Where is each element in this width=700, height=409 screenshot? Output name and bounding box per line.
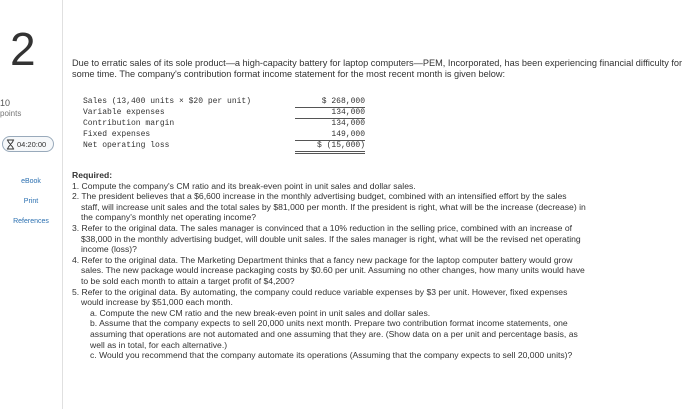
statement-label: Fixed expenses bbox=[83, 130, 151, 139]
statement-value: $ (15,000) bbox=[295, 140, 365, 154]
required-heading: Required: bbox=[72, 170, 113, 180]
problem-intro: Due to erratic sales of its sole product—a high-capacity battery for laptop computers—PEM, Incorporated, has been experiencing financial difficulty for some time. The company's contribution format income statement for the most recent month is given below: bbox=[72, 58, 683, 79]
print-link[interactable]: Print bbox=[23, 198, 39, 205]
statement-value: $ 268,000 bbox=[295, 96, 365, 108]
statement-label: Variable expenses bbox=[83, 108, 165, 117]
question-5-line: 5. Refer to the original data. By automating, the company could reduce variable expenses by $3 per unit. However, fixed expenses bbox=[72, 286, 568, 297]
hourglass-icon bbox=[6, 139, 15, 150]
statement-label: Contribution margin bbox=[83, 119, 175, 128]
question-2-line: staff, will increase unit sales and the total sales by $81,000 per month. If the president is right, what will be the increase (decrease) in bbox=[81, 201, 586, 212]
question-sidebar bbox=[0, 0, 63, 409]
statement-row bbox=[83, 107, 373, 118]
question-5a: a. Compute the new CM ratio and the new break-even point in unit sales and dollar sales. bbox=[90, 307, 431, 318]
question-5-line: would increase by $51,000 each month. bbox=[81, 297, 233, 308]
points-label: points bbox=[0, 109, 22, 118]
question-3-line: 3. Refer to the original data. The sales manager is convinced that a 10% reduction in the selling price, combined with an increase of bbox=[72, 222, 572, 233]
income-statement bbox=[83, 96, 373, 151]
question-3-line: income (loss)? bbox=[81, 244, 137, 255]
references-link[interactable]: References bbox=[13, 218, 49, 225]
statement-row bbox=[83, 140, 373, 151]
question-2-line: 2. The president believes that a $6,600 increase in the monthly advertising budget, combined with an intensified effort by the sales bbox=[72, 191, 567, 202]
statement-value: 134,000 bbox=[331, 119, 365, 128]
question-4-line: 4. Refer to the original data. The Marketing Department thinks that a fancy new package for the laptop computer battery would grow bbox=[72, 254, 573, 265]
question-3-line: $38,000 in the monthly advertising budget, will double unit sales. If the sales manager is right, what will be the revised net operating bbox=[81, 233, 581, 244]
statement-value: 134,000 bbox=[295, 107, 365, 119]
required-section bbox=[72, 170, 692, 361]
statement-row bbox=[83, 96, 373, 107]
question-1: 1. Compute the company's CM ratio and its break-even point in unit sales and dollar sales. bbox=[72, 180, 416, 191]
timer bbox=[2, 136, 54, 152]
statement-label: Net operating loss bbox=[83, 141, 170, 150]
ebook-link[interactable]: eBook bbox=[21, 178, 41, 185]
statement-row bbox=[83, 129, 373, 140]
points-value: 10 bbox=[0, 98, 11, 108]
question-4-line: sales. The new package would increase packaging costs by $0.60 per unit. Assuming no other changes, how many units would have bbox=[81, 265, 585, 276]
question-4-line: to be sold each month to attain a target profit of $4,200? bbox=[81, 275, 295, 286]
question-2-line: the company's monthly net operating income? bbox=[81, 212, 257, 223]
question-number: 2 bbox=[10, 23, 36, 75]
statement-value: 149,000 bbox=[295, 129, 365, 141]
question-5b-line: b. Assume that the company expects to sell 20,000 units next month. Prepare two contribution format income statements, one bbox=[90, 318, 568, 329]
timer-text: 04:20:00 bbox=[17, 139, 47, 149]
question-5b-line: well as in total, for each alternative.) bbox=[90, 339, 228, 350]
statement-label: Sales (13,400 units × $20 per unit) bbox=[83, 97, 252, 106]
question-5c: c. Would you recommend that the company automate its operations (Assuming that the company expects to sell 20,000 units)? bbox=[90, 350, 573, 361]
question-5b-line: assuming that operations are not automated and one assuming that they are. (Show data on a per unit and percentage basis, as bbox=[90, 328, 578, 339]
statement-row bbox=[83, 118, 373, 129]
